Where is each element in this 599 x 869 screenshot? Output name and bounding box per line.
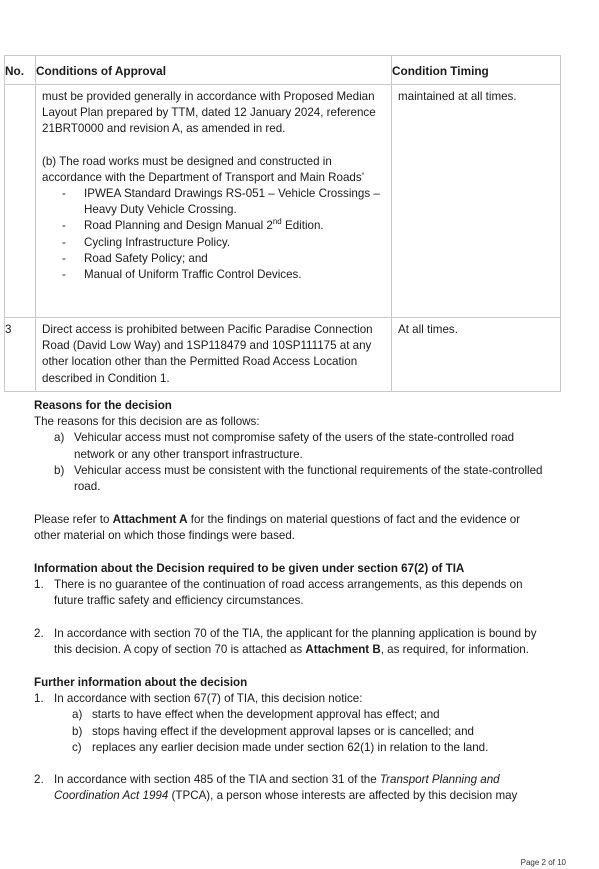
info-section (34, 561, 564, 658)
row-number: 3 (5, 318, 36, 392)
further-list (34, 691, 564, 707)
condition-line: 21BRT0000 and revision A, as amended in red. (42, 122, 286, 136)
row-number (5, 85, 36, 318)
further-heading: Further information about the decision (34, 676, 248, 689)
condition-line: Road (David Low Way) and 1SP118479 and 10SP111175 at any (42, 339, 372, 353)
list-item: - IPWEA Standard Drawings RS-051 – Vehicle Crossings – Heavy Duty Vehicle Crossing. (62, 186, 385, 218)
further-sub-list (34, 707, 564, 756)
condition-cell (36, 85, 392, 318)
list-item: - Road Safety Policy; and (62, 251, 385, 267)
page-number: Page 2 of 10 (520, 858, 566, 867)
table-row (5, 85, 561, 318)
condition-line: accordance with the Department of Transport and Main Roads’ (42, 170, 365, 184)
reasons-heading: Reasons for the decision (34, 399, 172, 412)
condition-line: must be provided generally in accordance with Proposed Median (42, 90, 375, 103)
attachment-a-ref: Attachment A (112, 513, 188, 526)
list-item: b) stops having effect if the development approval lapses or is cancelled; and (72, 724, 474, 738)
condition-line: (b) The road works must be designed and constructed in (42, 154, 332, 168)
condition-line: other location other than the Permitted Road Access Location (42, 355, 358, 369)
list-item: a) Vehicular access must not compromise safety of the users of the state-controlled road network or any other transport infrastructure. (54, 431, 515, 461)
conditions-table (4, 55, 561, 392)
standards-list (42, 186, 385, 283)
timing-cell: maintained at all times. (392, 85, 561, 318)
info-heading: Information about the Decision required to be given under section 67(2) of TIA (34, 562, 465, 575)
reasons-section (34, 398, 564, 495)
reasons-list (34, 430, 564, 495)
condition-line: described in Condition 1. (42, 371, 170, 385)
info-list (34, 577, 564, 658)
condition-cell (36, 318, 392, 392)
refer-paragraph: Please refer to Attachment A for the findings on material questions of fact and the evidence or other material on which those findings were based. (34, 513, 521, 543)
list-item: 1. In accordance with section 67(7) of TIA, this decision notice: (34, 692, 363, 706)
table-header-row (5, 56, 561, 85)
condition-line: Layout Plan prepared by TTM, dated 12 January 2024, reference (42, 106, 376, 120)
list-item: 2. In accordance with section 485 of the TIA and section 31 of the Transport Planning and Coordination Act 1994 (TPCA), a person whose interests are affected by this decision may (34, 773, 518, 803)
table-row (5, 318, 561, 392)
list-item: b) Vehicular access must be consistent with the functional requirements of the state-controlled road. (54, 463, 543, 494)
list-item: 1. There is no guarantee of the continuation of road access arrangements, as this depends on future traffic safety and efficiency circumstances. (34, 578, 523, 608)
header-conditions: Conditions of Approval (36, 56, 392, 85)
list-item: c) replaces any earlier decision made under section 62(1) in relation to the land. (72, 740, 489, 754)
list-item: - Cycling Infrastructure Policy. (62, 235, 385, 251)
reasons-intro: The reasons for this decision are as follows: (34, 415, 260, 429)
header-timing: Condition Timing (392, 56, 561, 85)
list-item: 2. In accordance with section 70 of the TIA, the applicant for the planning application is bound by this decision. A copy of section 70 is attached as Attachment B, as required, for information. (34, 626, 537, 656)
list-item: - Manual of Uniform Traffic Control Devices. (62, 267, 385, 283)
further-section (34, 675, 564, 804)
header-no: No. (5, 56, 36, 85)
condition-line: Direct access is prohibited between Pacific Paradise Connection (42, 323, 373, 336)
list-item: - Road Planning and Design Manual 2nd Edition. (62, 218, 385, 234)
timing-cell: At all times. (392, 318, 561, 392)
list-item: a) starts to have effect when the development approval has effect; and (72, 708, 440, 722)
